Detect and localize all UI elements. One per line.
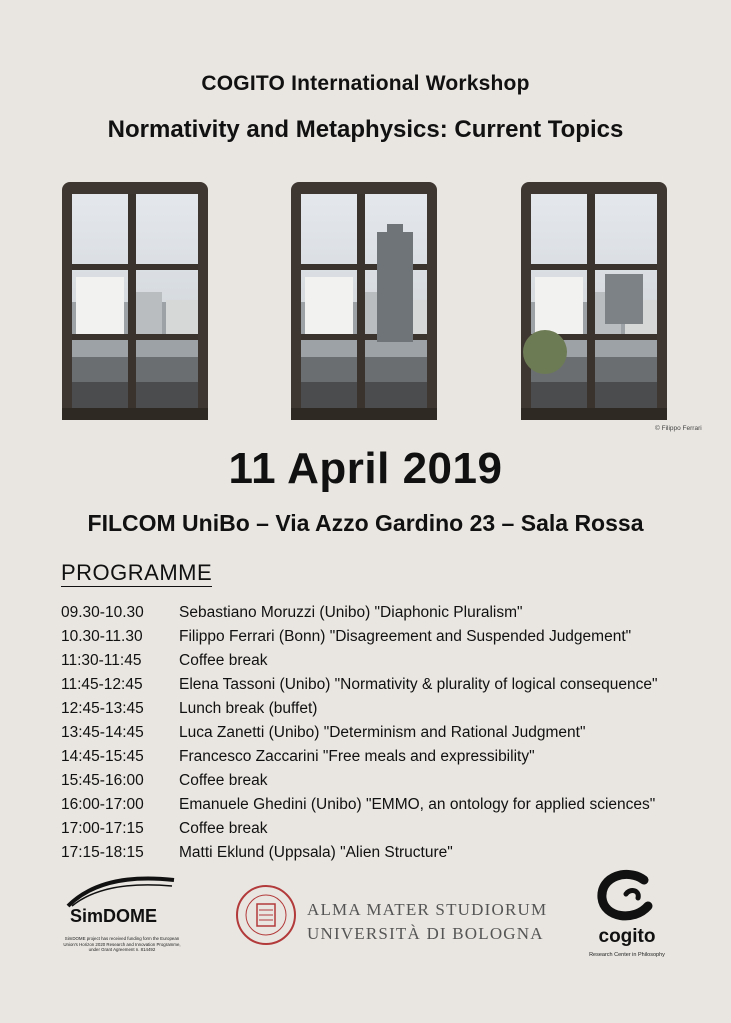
simdome-logo <box>62 870 182 953</box>
workshop-subtitle: Normativity and Metaphysics: Current Topics <box>107 116 624 143</box>
row-time: 11:45-12:45 <box>61 676 143 693</box>
row-text: Luca Zanetti (Unibo) "Determinism and Rational Judgment" <box>179 724 586 741</box>
cogito-swirl-icon <box>582 866 672 926</box>
unibo-logo <box>235 884 548 951</box>
programme-row <box>61 769 711 793</box>
event-date: 11 April 2019 <box>228 444 503 493</box>
unibo-line1: ALMA MATER STUDIORUM <box>307 900 548 919</box>
programme-row <box>61 841 711 865</box>
programme-row <box>61 649 711 673</box>
programme-row <box>61 745 711 769</box>
programme-row <box>61 601 711 625</box>
row-time: 17:15-18:15 <box>61 844 144 861</box>
sponsor-logos <box>0 866 731 996</box>
cogito-logo <box>582 866 672 958</box>
row-time: 15:45-16:00 <box>61 772 144 789</box>
simdome-funding-note: SimDOME project has received funding form the European Union's Horizon 2020 Research and Innovation Programme, under Grant Agreement n. 814492 <box>63 936 181 953</box>
programme-row <box>61 793 711 817</box>
row-text: Lunch break (buffet) <box>179 700 318 717</box>
row-text: Matti Eklund (Uppsala) "Alien Structure" <box>179 844 453 861</box>
programme-row <box>61 697 711 721</box>
programme-row <box>61 817 711 841</box>
row-time: 13:45-14:45 <box>61 724 144 741</box>
row-text: Francesco Zaccarini "Free meals and expressibility" <box>179 748 535 765</box>
row-time: 11:30-11:45 <box>61 652 142 669</box>
row-text: Filippo Ferrari (Bonn) "Disagreement and Suspended Judgement" <box>179 628 632 645</box>
row-text: Coffee break <box>179 652 268 669</box>
simdome-name: SimDOME <box>70 906 158 926</box>
row-text: Sebastiano Moruzzi (Unibo) "Diaphonic Pluralism" <box>179 604 523 621</box>
row-text: Coffee break <box>179 820 268 837</box>
row-text: Elena Tassoni (Unibo) "Normativity & plurality of logical consequence" <box>179 676 658 693</box>
unibo-line2: UNIVERSITÀ DI BOLOGNA <box>307 924 544 943</box>
row-time: 09.30-10.30 <box>61 604 144 621</box>
photo-credit: © Filippo Ferrari <box>655 425 702 432</box>
programme-row <box>61 673 711 697</box>
workshop-title: COGITO International Workshop <box>201 72 530 95</box>
row-time: 17:00-17:15 <box>61 820 144 837</box>
row-text: Emanuele Ghedini (Unibo) "EMMO, an ontology for applied sciences" <box>179 796 656 813</box>
unibo-seal-icon <box>235 884 297 946</box>
unibo-wordmark <box>307 898 547 946</box>
simdome-arc-icon <box>62 870 182 910</box>
event-venue: FILCOM UniBo – Via Azzo Gardino 23 – Sala Rossa <box>87 510 644 536</box>
row-time: 14:45-15:45 <box>61 748 144 765</box>
row-time: 10.30-11.30 <box>61 628 143 645</box>
programme-heading: PROGRAMME <box>61 560 213 585</box>
cogito-tagline: Research Center in Philosophy <box>589 952 665 958</box>
row-time: 12:45-13:45 <box>61 700 144 717</box>
programme-list <box>61 601 711 865</box>
programme-row <box>61 721 711 745</box>
windows-photo <box>0 178 731 424</box>
row-time: 16:00-17:00 <box>61 796 144 813</box>
cogito-name: cogito <box>598 926 656 947</box>
row-text: Coffee break <box>179 772 268 789</box>
programme-row <box>61 625 711 649</box>
